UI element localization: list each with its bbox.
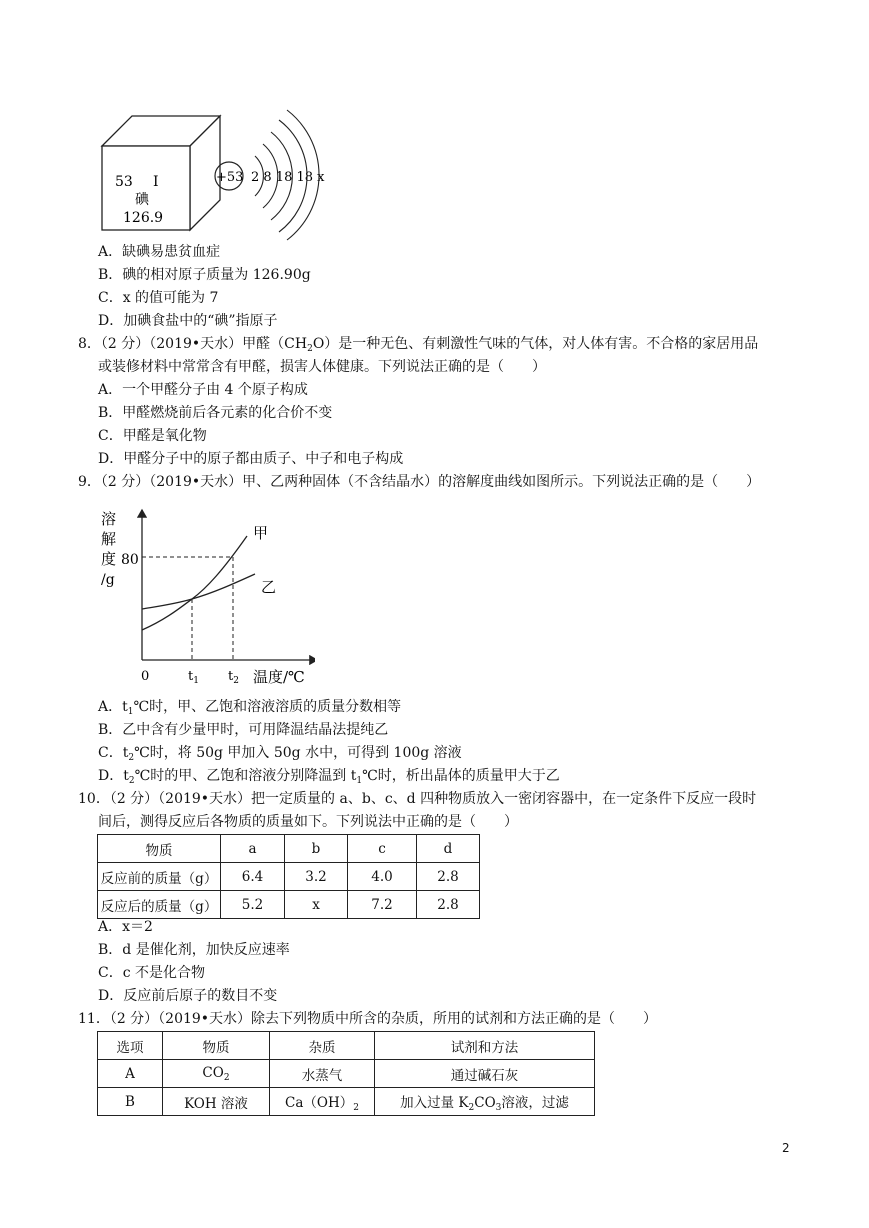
q9-option-c: C．$t_2℃$时，将 50g 甲加入 50g 水中，可得到 100g 溶液 (98, 745, 462, 763)
x-tick-t1: $t_1$ (188, 669, 199, 686)
y-label-4: /g (101, 572, 115, 588)
table-row: A $CO_2$ 水蒸气 通过碱石灰 (98, 1060, 595, 1088)
q10-option-a: A．x＝2 (98, 919, 153, 935)
table-row: 反应前的质量（g） 6.4 3.2 4.0 2.8 (98, 863, 480, 891)
origin-label: 0 (141, 669, 150, 684)
q8-stem-line1: 8．（2 分）（2019•天水）甲醛$(CH_2O)$是一种无色、有刺激性气味的气体，对人体有害。不合格的家居用品 (78, 336, 759, 354)
element-name: 碘 (135, 192, 149, 208)
q8-stem-line2: 或装修材料中常常含有甲醛，损害人体健康。下列说法正确的是（ ） (98, 359, 546, 375)
x-axis-label: 温度/℃ (253, 668, 305, 686)
q7-option-d: D．加碘食盐中的“碘”指原子 (98, 313, 278, 329)
nucleus-charge: +53 (216, 170, 244, 185)
q9-option-d: D．$t_2℃$时的甲、乙饱和溶液分别降温到 $t_1℃$时，析出晶体的质量甲大于乙 (98, 768, 560, 786)
q10-stem-line2: 间后，测得反应后各物质的质量如下。下列说法中正确的是（ ） (98, 814, 518, 830)
q8-option-b: B．甲醛燃烧前后各元素的化合价不变 (98, 405, 333, 421)
table-row: 选项 物质 杂质 试剂和方法 (98, 1032, 595, 1060)
table-row: 反应后的质量（g） 5.2 x 7.2 2.8 (98, 891, 480, 919)
iodine-figure (95, 108, 335, 243)
q9-option-a: A．$t_1℃$时，甲、乙饱和溶液溶质的质量分数相等 (98, 699, 402, 717)
q8-option-d: D．甲醛分子中的原子都由质子、中子和电子构成 (98, 451, 404, 467)
series-jia-label: 甲 (253, 524, 269, 542)
page-number: 2 (782, 1141, 790, 1155)
q11-table (97, 1031, 595, 1116)
curve-jia (142, 536, 247, 630)
q7-option-b: B．碘的相对原子质量为 126.90g (98, 267, 311, 283)
q8-option-a: A．一个甲醛分子由 4 个原子构成 (98, 382, 308, 398)
solubility-graph (95, 502, 315, 692)
series-yi-label: 乙 (261, 578, 277, 596)
q11-stem: 11．（2 分）（2019•天水）除去下列物质中所含的杂质，所用的试剂和方法正确的是（ ） (78, 1011, 658, 1027)
table-row: 物质 a b c d (98, 835, 480, 863)
electron-shells: 2 8 18 18 x (251, 170, 325, 185)
q7-option-a: A．缺碘易患贫血症 (98, 244, 221, 260)
x-tick-t2: $t_2$ (228, 669, 239, 686)
y-tick-80: 80 (121, 552, 139, 568)
q10-option-c: C．c 不是化合物 (98, 965, 206, 981)
q7-option-c: C．x 的值可能为 7 (98, 290, 219, 306)
q9-stem: 9．（2 分）（2019•天水）甲、乙两种固体（不含结晶水）的溶解度曲线如图所示。下列说法正确的是（ ） (78, 474, 761, 490)
q8-option-c: C．甲醛是氧化物 (98, 428, 207, 444)
y-label-1: 溶 (101, 510, 117, 528)
q10-table (97, 834, 480, 919)
q10-stem-line1: 10．（2 分）（2019•天水）把一定质量的 a、b、c、d 四种物质放入一密闭容器中，在一定条件下反应一段时 (78, 791, 757, 807)
q10-option-d: D．反应前后原子的数目不变 (98, 988, 278, 1004)
element-number: 53 (115, 174, 133, 190)
element-mass: 126.9 (123, 210, 164, 226)
y-label-3: 度 (101, 550, 117, 568)
y-label-2: 解 (101, 530, 117, 548)
curve-yi (142, 574, 255, 609)
element-symbol: I (153, 174, 159, 190)
table-row: B KOH 溶液 $Ca(OH)_2$ 加入过量 $K_2CO_3$溶液，过滤 (98, 1088, 595, 1116)
q9-option-b: B．乙中含有少量甲时，可用降温结晶法提纯乙 (98, 722, 389, 738)
q10-option-b: B．d 是催化剂，加快反应速率 (98, 942, 290, 958)
